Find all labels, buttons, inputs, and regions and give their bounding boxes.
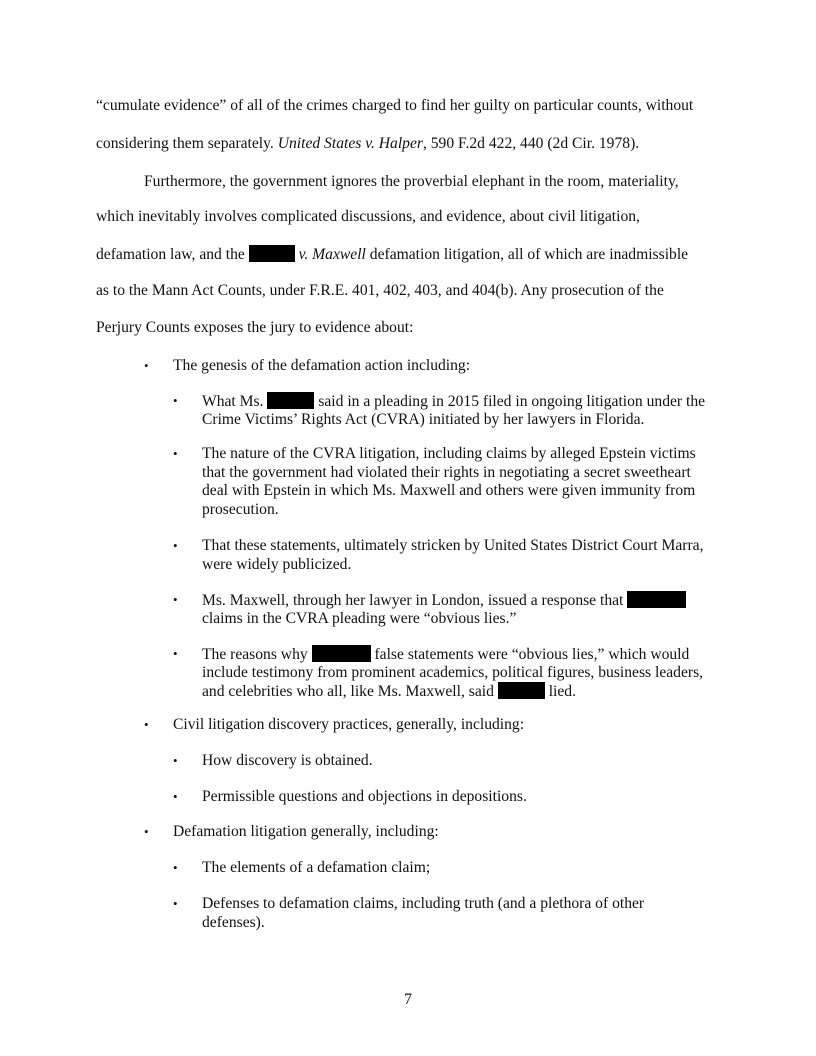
- list-item: [202, 591, 686, 611]
- body-text-line: Furthermore, the government ignores the proverbial elephant in the room, materiality,: [144, 173, 679, 190]
- bullet-icon: •: [144, 824, 149, 839]
- body-text-line: [96, 245, 688, 264]
- redaction-block: [627, 591, 686, 608]
- list-item-continuation: deal with Epstein in which Ms. Maxwell and others were given immunity from: [202, 482, 696, 499]
- bullet-icon: •: [173, 646, 178, 661]
- list-item-continuation: [202, 682, 576, 702]
- list-item: Defamation litigation generally, including:: [173, 823, 439, 840]
- list-item: [202, 392, 705, 412]
- case-citation: United States v. Halper: [277, 135, 423, 152]
- list-item: Defenses to defamation claims, including truth (and a plethora of other: [202, 895, 645, 912]
- list-item-continuation: defenses).: [202, 913, 265, 931]
- list-item-continuation: that the government had violated their rights in negotiating a secret sweetheart: [202, 463, 691, 481]
- list-item: How discovery is obtained.: [202, 752, 373, 769]
- bullet-icon: •: [173, 753, 178, 768]
- body-text-line: “cumulate evidence” of all of the crimes charged to find her guilty on particular counts, without: [96, 97, 694, 114]
- redaction-block: [312, 645, 371, 662]
- bullet-icon: •: [144, 358, 149, 373]
- text-segment: lied.: [548, 683, 576, 700]
- text-segment: said in a pleading in 2015 filed in ongoing litigation under the: [318, 393, 706, 410]
- page-number: 7: [404, 991, 412, 1008]
- text-segment: The reasons why: [202, 646, 308, 663]
- list-item: Civil litigation discovery practices, generally, including:: [173, 716, 525, 733]
- bullet-icon: •: [144, 717, 149, 732]
- text-segment: considering them separately.: [96, 135, 278, 152]
- bullet-icon: •: [173, 393, 178, 408]
- bullet-icon: •: [173, 446, 178, 461]
- text-segment: , 590 F.2d 422, 440 (2d Cir. 1978).: [422, 135, 640, 152]
- body-text-line: which inevitably involves complicated discussions, and evidence, about civil litigation,: [96, 208, 640, 225]
- list-item-continuation: include testimony from prominent academics, political figures, business leaders,: [202, 663, 704, 681]
- list-item: [202, 645, 689, 665]
- text-segment: What Ms.: [202, 393, 264, 410]
- text-segment: defamation law, and the: [96, 246, 245, 263]
- bullet-icon: •: [173, 896, 178, 911]
- list-item: That these statements, ultimately stricken by United States District Court Marra,: [202, 537, 704, 554]
- bullet-icon: •: [173, 538, 178, 553]
- text-segment: defamation litigation, all of which are inadmissible: [365, 246, 689, 263]
- body-text-line: Perjury Counts exposes the jury to evidence about:: [96, 319, 414, 336]
- text-segment: false statements were “obvious lies,” which would: [374, 646, 690, 663]
- list-item: The genesis of the defamation action including:: [173, 357, 471, 374]
- redaction-block: [498, 682, 545, 699]
- case-citation: v. Maxwell: [298, 246, 366, 263]
- bullet-icon: •: [173, 789, 178, 804]
- bullet-icon: •: [173, 860, 178, 875]
- redaction-block: [267, 392, 314, 409]
- list-item: Permissible questions and objections in depositions.: [202, 788, 527, 805]
- body-text-line: as to the Mann Act Counts, under F.R.E. 401, 402, 403, and 404(b). Any prosecution of the: [96, 282, 664, 299]
- list-item: The elements of a defamation claim;: [202, 859, 431, 876]
- bullet-icon: •: [173, 592, 178, 607]
- text-segment: Ms. Maxwell, through her lawyer in London, issued a response that: [202, 592, 624, 609]
- text-segment: and celebrities who all, like Ms. Maxwell, said: [202, 683, 494, 700]
- body-text-line: [96, 135, 639, 153]
- list-item-continuation: prosecution.: [202, 500, 279, 518]
- list-item-continuation: claims in the CVRA pleading were “obvious lies.”: [202, 609, 517, 627]
- list-item-continuation: were widely publicized.: [202, 555, 352, 573]
- list-item-continuation: Crime Victims’ Rights Act (CVRA) initiated by her lawyers in Florida.: [202, 410, 645, 428]
- redaction-block: [249, 245, 295, 262]
- list-item: The nature of the CVRA litigation, including claims by alleged Epstein victims: [202, 445, 696, 462]
